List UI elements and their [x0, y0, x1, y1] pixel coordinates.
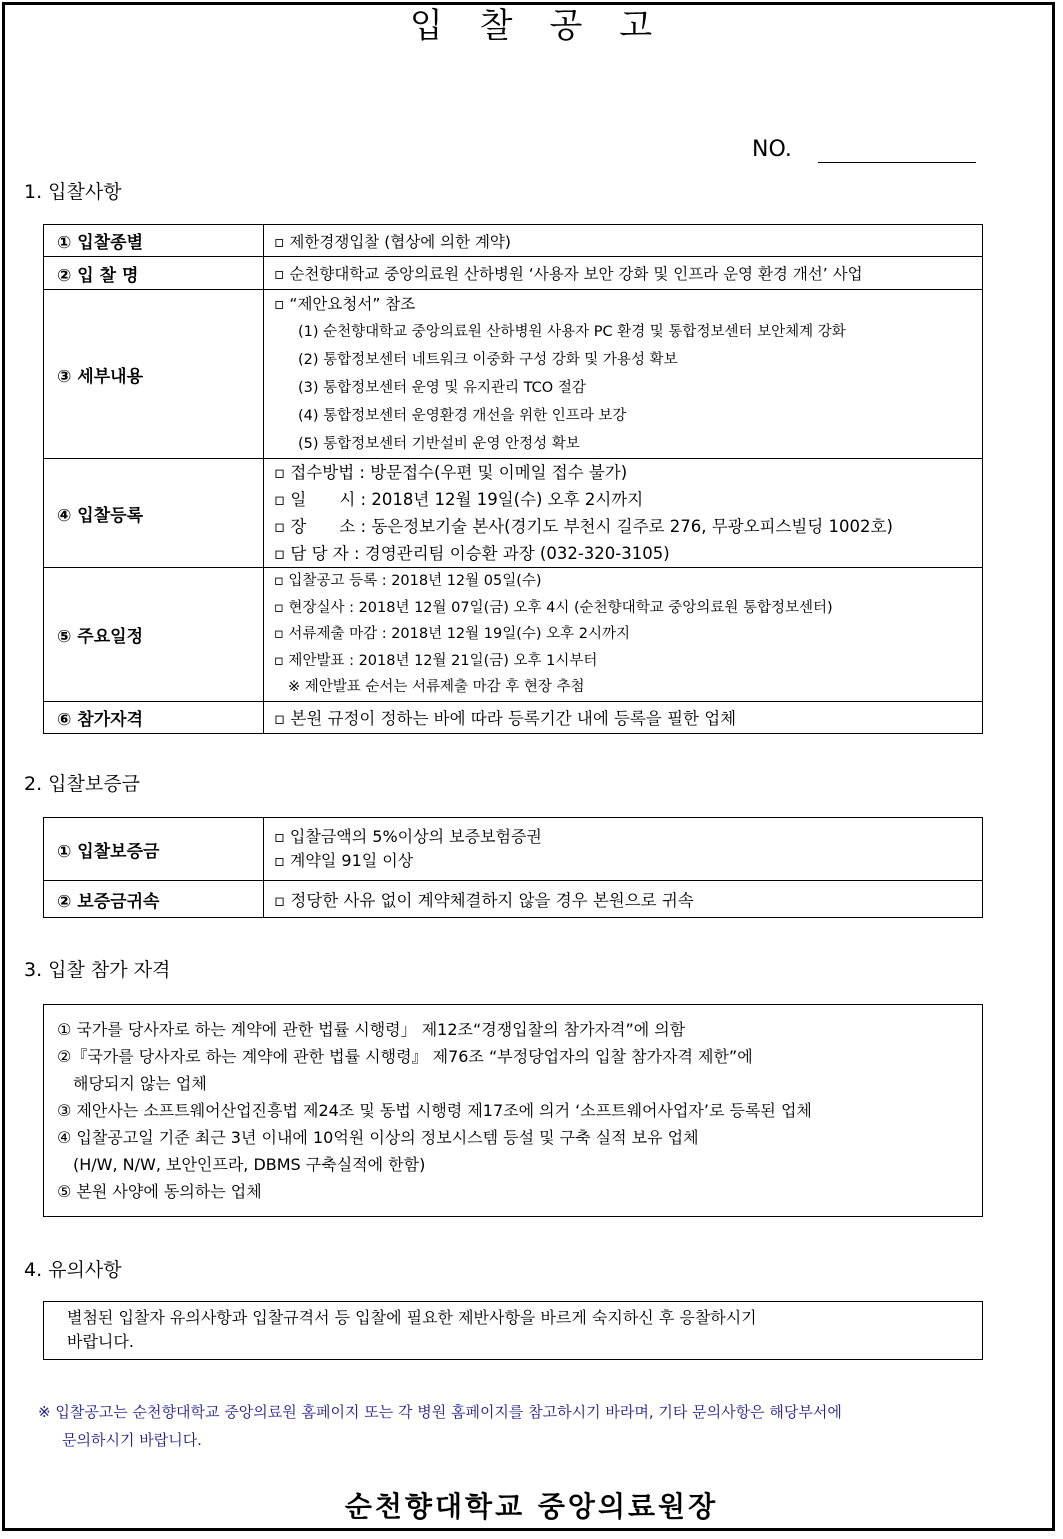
title-char: 공: [549, 6, 584, 46]
row-value: [264, 459, 983, 568]
notice-line: 별첨된 입찰자 유의사항과 입찰규격서 등 입찰에 필요한 제반사항을 바르게 숙지하신 후 응찰하시기: [67, 1308, 757, 1327]
row-line: ▫ 제안발표 : 2018년 12월 21일(금) 오후 1시부터: [274, 652, 598, 669]
row-line: ▫ 입찰공고 등록 : 2018년 12월 05일(수): [274, 573, 542, 589]
row-label: ② 입 찰 명: [44, 257, 264, 290]
row-line: (1) 순천향대학교 중앙의료원 산하병원 사용자 PC 환경 및 통합정보센터 보안체계 강화: [298, 324, 846, 340]
list-item: ⑤ 본원 사양에 동의하는 업체: [57, 1182, 262, 1201]
row-value: [264, 818, 983, 881]
notice-line: 바랍니다.: [67, 1332, 134, 1351]
table-row: [44, 701, 983, 733]
section4-box: [43, 1301, 983, 1360]
row-line: ▫ 일 시 : 2018년 12월 19일(수) 오후 2시까지: [274, 490, 644, 509]
table-row: [44, 818, 983, 881]
section4-heading: 4. 유의사항: [24, 1259, 122, 1281]
row-value: [264, 568, 983, 702]
title-char: 고: [619, 6, 654, 46]
row-line: ▫ 제한경쟁입찰 (협상에 의한 계약): [274, 232, 511, 251]
row-line: ▫ 입찰금액의 5%이상의 보증보험증권: [274, 827, 542, 846]
row-value: [264, 701, 983, 733]
row-line: ▫ 순천향대학교 중앙의료원 산하병원 ‘사용자 보안 강화 및 인프라 운영 환경 개선’ 사업: [274, 265, 863, 283]
section3-heading: 3. 입찰 참가 자격: [24, 959, 171, 981]
row-line: ▫ 장 소 : 동은정보기술 본사(경기도 부천시 길주로 276, 무광오피스빌딩 1002호): [274, 517, 893, 536]
table-row: [44, 568, 983, 702]
row-label: ③ 세부내용: [44, 290, 264, 459]
row-line: ▫ 담 당 자 : 경영관리팀 이승환 과장 (032-320-3105): [274, 544, 670, 563]
row-label: ① 입찰종별: [44, 225, 264, 257]
row-line: ▫ 계약일 91일 이상: [274, 851, 414, 870]
title-char: 찰: [479, 6, 514, 46]
row-line: (5) 통합정보센터 기반설비 운영 안정성 확보: [298, 436, 580, 452]
row-line: ▫ 현장실사 : 2018년 12월 07일(금) 오후 4시 (순천향대학교 중앙의료원 통합정보센터): [274, 599, 833, 616]
row-line: ▫ 본원 규정이 정하는 바에 따라 등록기간 내에 등록을 필한 업체: [274, 709, 737, 728]
section1-heading: 1. 입찰사항: [24, 181, 122, 203]
row-value: [264, 290, 983, 459]
footnote: [38, 1398, 1028, 1454]
row-value: [264, 257, 983, 290]
section2-heading: 2. 입찰보증금: [24, 773, 140, 795]
list-item: (H/W, N/W, 보안인프라, DBMS 구축실적에 한함): [57, 1155, 426, 1174]
issuer-signature: 순천향대학교 중앙의료원장: [344, 1490, 719, 1523]
title-char: 입: [409, 6, 444, 46]
table-row: [44, 459, 983, 568]
list-item: ②『국가를 당사자로 하는 계약에 관한 법률 시행령』 제76조 “부정당업자의 입찰 참가자격 제한”에: [57, 1047, 753, 1066]
section1-table: [43, 224, 983, 734]
page-title: [0, 6, 1063, 46]
section2-table: [43, 817, 983, 918]
row-line: (2) 통합정보센터 네트워크 이중화 구성 강화 및 가용성 확보: [298, 352, 678, 368]
row-line: ▫ 서류제출 마감 : 2018년 12월 19일(수) 오후 2시까지: [274, 626, 631, 642]
row-line: ※ 제안발표 순서는 서류제출 마감 후 현장 추첨: [288, 679, 585, 695]
footnote-line: ※ 입찰공고는 순천향대학교 중앙의료원 홈페이지 또는 각 병원 홈페이지를 참고하시기 바라며, 기타 문의사항은 해당부서에: [38, 1403, 842, 1421]
row-label: ⑤ 주요일정: [44, 568, 264, 702]
doc-number-blank: [818, 162, 976, 163]
row-line: ▫ 정당한 사유 없이 계약체결하지 않을 경우 본원으로 귀속: [274, 891, 694, 910]
footnote-line: 문의하시기 바랍니다.: [62, 1431, 202, 1449]
list-item: ④ 입찰공고일 기준 최근 3년 이내에 10억원 이상의 정보시스템 등설 및 구축 실적 보유 업체: [57, 1128, 699, 1147]
row-label: ④ 입찰등록: [44, 459, 264, 568]
table-row: [44, 225, 983, 257]
list-item: 해당되지 않는 업체: [57, 1074, 207, 1093]
doc-number-label: NO.: [752, 137, 792, 162]
row-label: ⑥ 참가자격: [44, 701, 264, 733]
table-row: [44, 290, 983, 459]
table-row: [44, 257, 983, 290]
section3-box: [43, 1004, 983, 1217]
row-value: [264, 881, 983, 918]
row-line: (4) 통합정보센터 운영환경 개선을 위한 인프라 보강: [298, 408, 627, 424]
row-value: [264, 225, 983, 257]
list-item: ① 국가를 당사자로 하는 계약에 관한 법률 시행령」 제12조“경쟁입찰의 참가자격”에 의함: [57, 1020, 686, 1039]
row-line: (3) 통합정보센터 운영 및 유지관리 TCO 절감: [298, 380, 586, 396]
list-item: ③ 제안사는 소프트웨어산업진흥법 제24조 및 동법 시행령 제17조에 의거 ‘소프트웨어사업자’로 등록된 업체: [57, 1101, 812, 1120]
row-line: ▫ “제안요청서” 참조: [274, 295, 416, 313]
table-row: [44, 881, 983, 918]
row-label: ① 입찰보증금: [44, 818, 264, 881]
row-label: ② 보증금귀속: [44, 881, 264, 918]
row-line: ▫ 접수방법 : 방문접수(우편 및 이메일 접수 불가): [274, 463, 628, 482]
